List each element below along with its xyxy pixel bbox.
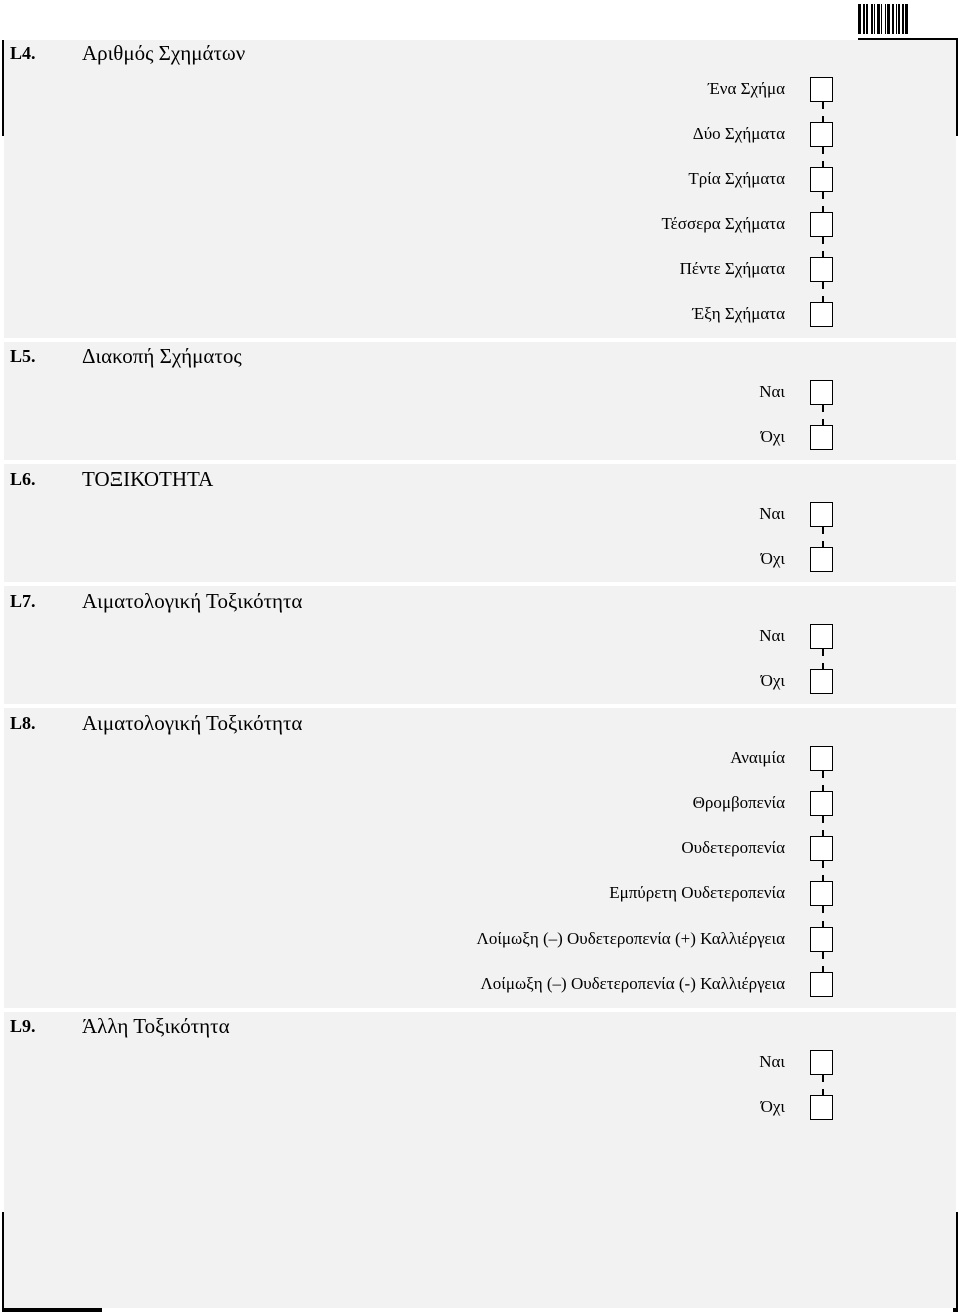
box-connector bbox=[822, 966, 824, 973]
option-checkbox[interactable] bbox=[810, 425, 833, 450]
option-checkbox[interactable] bbox=[810, 881, 833, 906]
option-checkbox[interactable] bbox=[810, 212, 833, 237]
question-id: L8. bbox=[10, 713, 36, 733]
question-id: L4. bbox=[10, 43, 36, 63]
box-connector bbox=[822, 771, 824, 778]
box-connector bbox=[822, 282, 824, 289]
option-checkbox[interactable] bbox=[810, 380, 833, 405]
option-checkbox[interactable] bbox=[810, 791, 833, 816]
option-checkbox[interactable] bbox=[810, 122, 833, 147]
option-checkbox[interactable] bbox=[810, 746, 833, 771]
question-id: L5. bbox=[10, 346, 36, 366]
option-label: Ναι bbox=[759, 504, 785, 523]
option-label: Ναι bbox=[759, 626, 785, 645]
option-label: Όχι bbox=[760, 671, 785, 690]
option-checkbox[interactable] bbox=[810, 302, 833, 327]
box-connector bbox=[822, 1089, 824, 1096]
option-checkbox[interactable] bbox=[810, 547, 833, 572]
box-connector bbox=[822, 649, 824, 656]
option-checkbox[interactable] bbox=[810, 1050, 833, 1075]
option-label: Λοίμωξη (–) Ουδετεροπενία (-) Καλλιέργεια bbox=[480, 974, 785, 993]
box-connector bbox=[822, 161, 824, 168]
option-label: Ναι bbox=[759, 382, 785, 401]
question-id: L9. bbox=[10, 1016, 36, 1036]
option-label: Τέσσερα Σχήματα bbox=[661, 214, 785, 233]
box-connector bbox=[822, 906, 824, 913]
option-checkbox[interactable] bbox=[810, 502, 833, 527]
option-checkbox[interactable] bbox=[810, 624, 833, 649]
box-connector bbox=[822, 952, 824, 959]
option-checkbox[interactable] bbox=[810, 257, 833, 282]
box-connector bbox=[822, 875, 824, 882]
barcode bbox=[858, 4, 908, 34]
box-connector bbox=[822, 237, 824, 244]
question-id: L7. bbox=[10, 591, 36, 611]
option-label: Ουδετεροπενία bbox=[681, 838, 785, 857]
option-label: Ένα Σχήμα bbox=[708, 79, 785, 98]
option-checkbox[interactable] bbox=[810, 669, 833, 694]
box-connector bbox=[822, 405, 824, 412]
box-connector bbox=[822, 102, 824, 109]
box-connector bbox=[822, 816, 824, 823]
option-checkbox[interactable] bbox=[810, 167, 833, 192]
question-title: Αιματολογική Τοξικότητα bbox=[82, 589, 303, 613]
option-checkbox[interactable] bbox=[810, 1095, 833, 1120]
box-connector bbox=[822, 251, 824, 258]
box-connector bbox=[822, 830, 824, 837]
question-title: Διακοπή Σχήματος bbox=[82, 344, 242, 368]
box-connector bbox=[822, 147, 824, 154]
question-title: Άλλη Τοξικότητα bbox=[82, 1014, 230, 1038]
box-connector bbox=[822, 116, 824, 123]
option-label: Θρομβοπενία bbox=[692, 793, 785, 812]
box-connector bbox=[822, 419, 824, 426]
box-connector bbox=[822, 192, 824, 199]
option-label: Εμπύρετη Ουδετεροπενία bbox=[609, 883, 785, 902]
option-label: Όχι bbox=[760, 427, 785, 446]
option-label: Όχι bbox=[760, 549, 785, 568]
box-connector bbox=[822, 785, 824, 792]
option-checkbox[interactable] bbox=[810, 927, 833, 952]
box-connector bbox=[822, 296, 824, 303]
box-connector bbox=[822, 921, 824, 928]
option-checkbox[interactable] bbox=[810, 77, 833, 102]
option-label: Λοίμωξη (–) Ουδετεροπενία (+) Καλλιέργεια bbox=[476, 929, 785, 948]
option-checkbox[interactable] bbox=[810, 836, 833, 861]
box-connector bbox=[822, 527, 824, 534]
option-label: Τρία Σχήματα bbox=[688, 169, 785, 188]
option-label: Αναιμία bbox=[730, 748, 785, 767]
option-checkbox[interactable] bbox=[810, 972, 833, 997]
box-connector bbox=[822, 541, 824, 548]
box-connector bbox=[822, 1075, 824, 1082]
question-title: ΤΟΞΙΚΟΤΗΤΑ bbox=[82, 467, 214, 491]
option-label: Πέντε Σχήματα bbox=[679, 259, 785, 278]
option-label: Έξη Σχήματα bbox=[692, 304, 785, 323]
option-label: Δύο Σχήματα bbox=[692, 124, 785, 143]
question-title: Αιματολογική Τοξικότητα bbox=[82, 711, 303, 735]
registration-mark-bottom-left-bar bbox=[2, 1308, 102, 1312]
box-connector bbox=[822, 206, 824, 213]
question-title: Αριθμός Σχημάτων bbox=[82, 41, 246, 65]
option-label: Ναι bbox=[759, 1052, 785, 1071]
question-id: L6. bbox=[10, 469, 36, 489]
option-label: Όχι bbox=[760, 1097, 785, 1116]
box-connector bbox=[822, 663, 824, 670]
box-connector bbox=[822, 861, 824, 868]
